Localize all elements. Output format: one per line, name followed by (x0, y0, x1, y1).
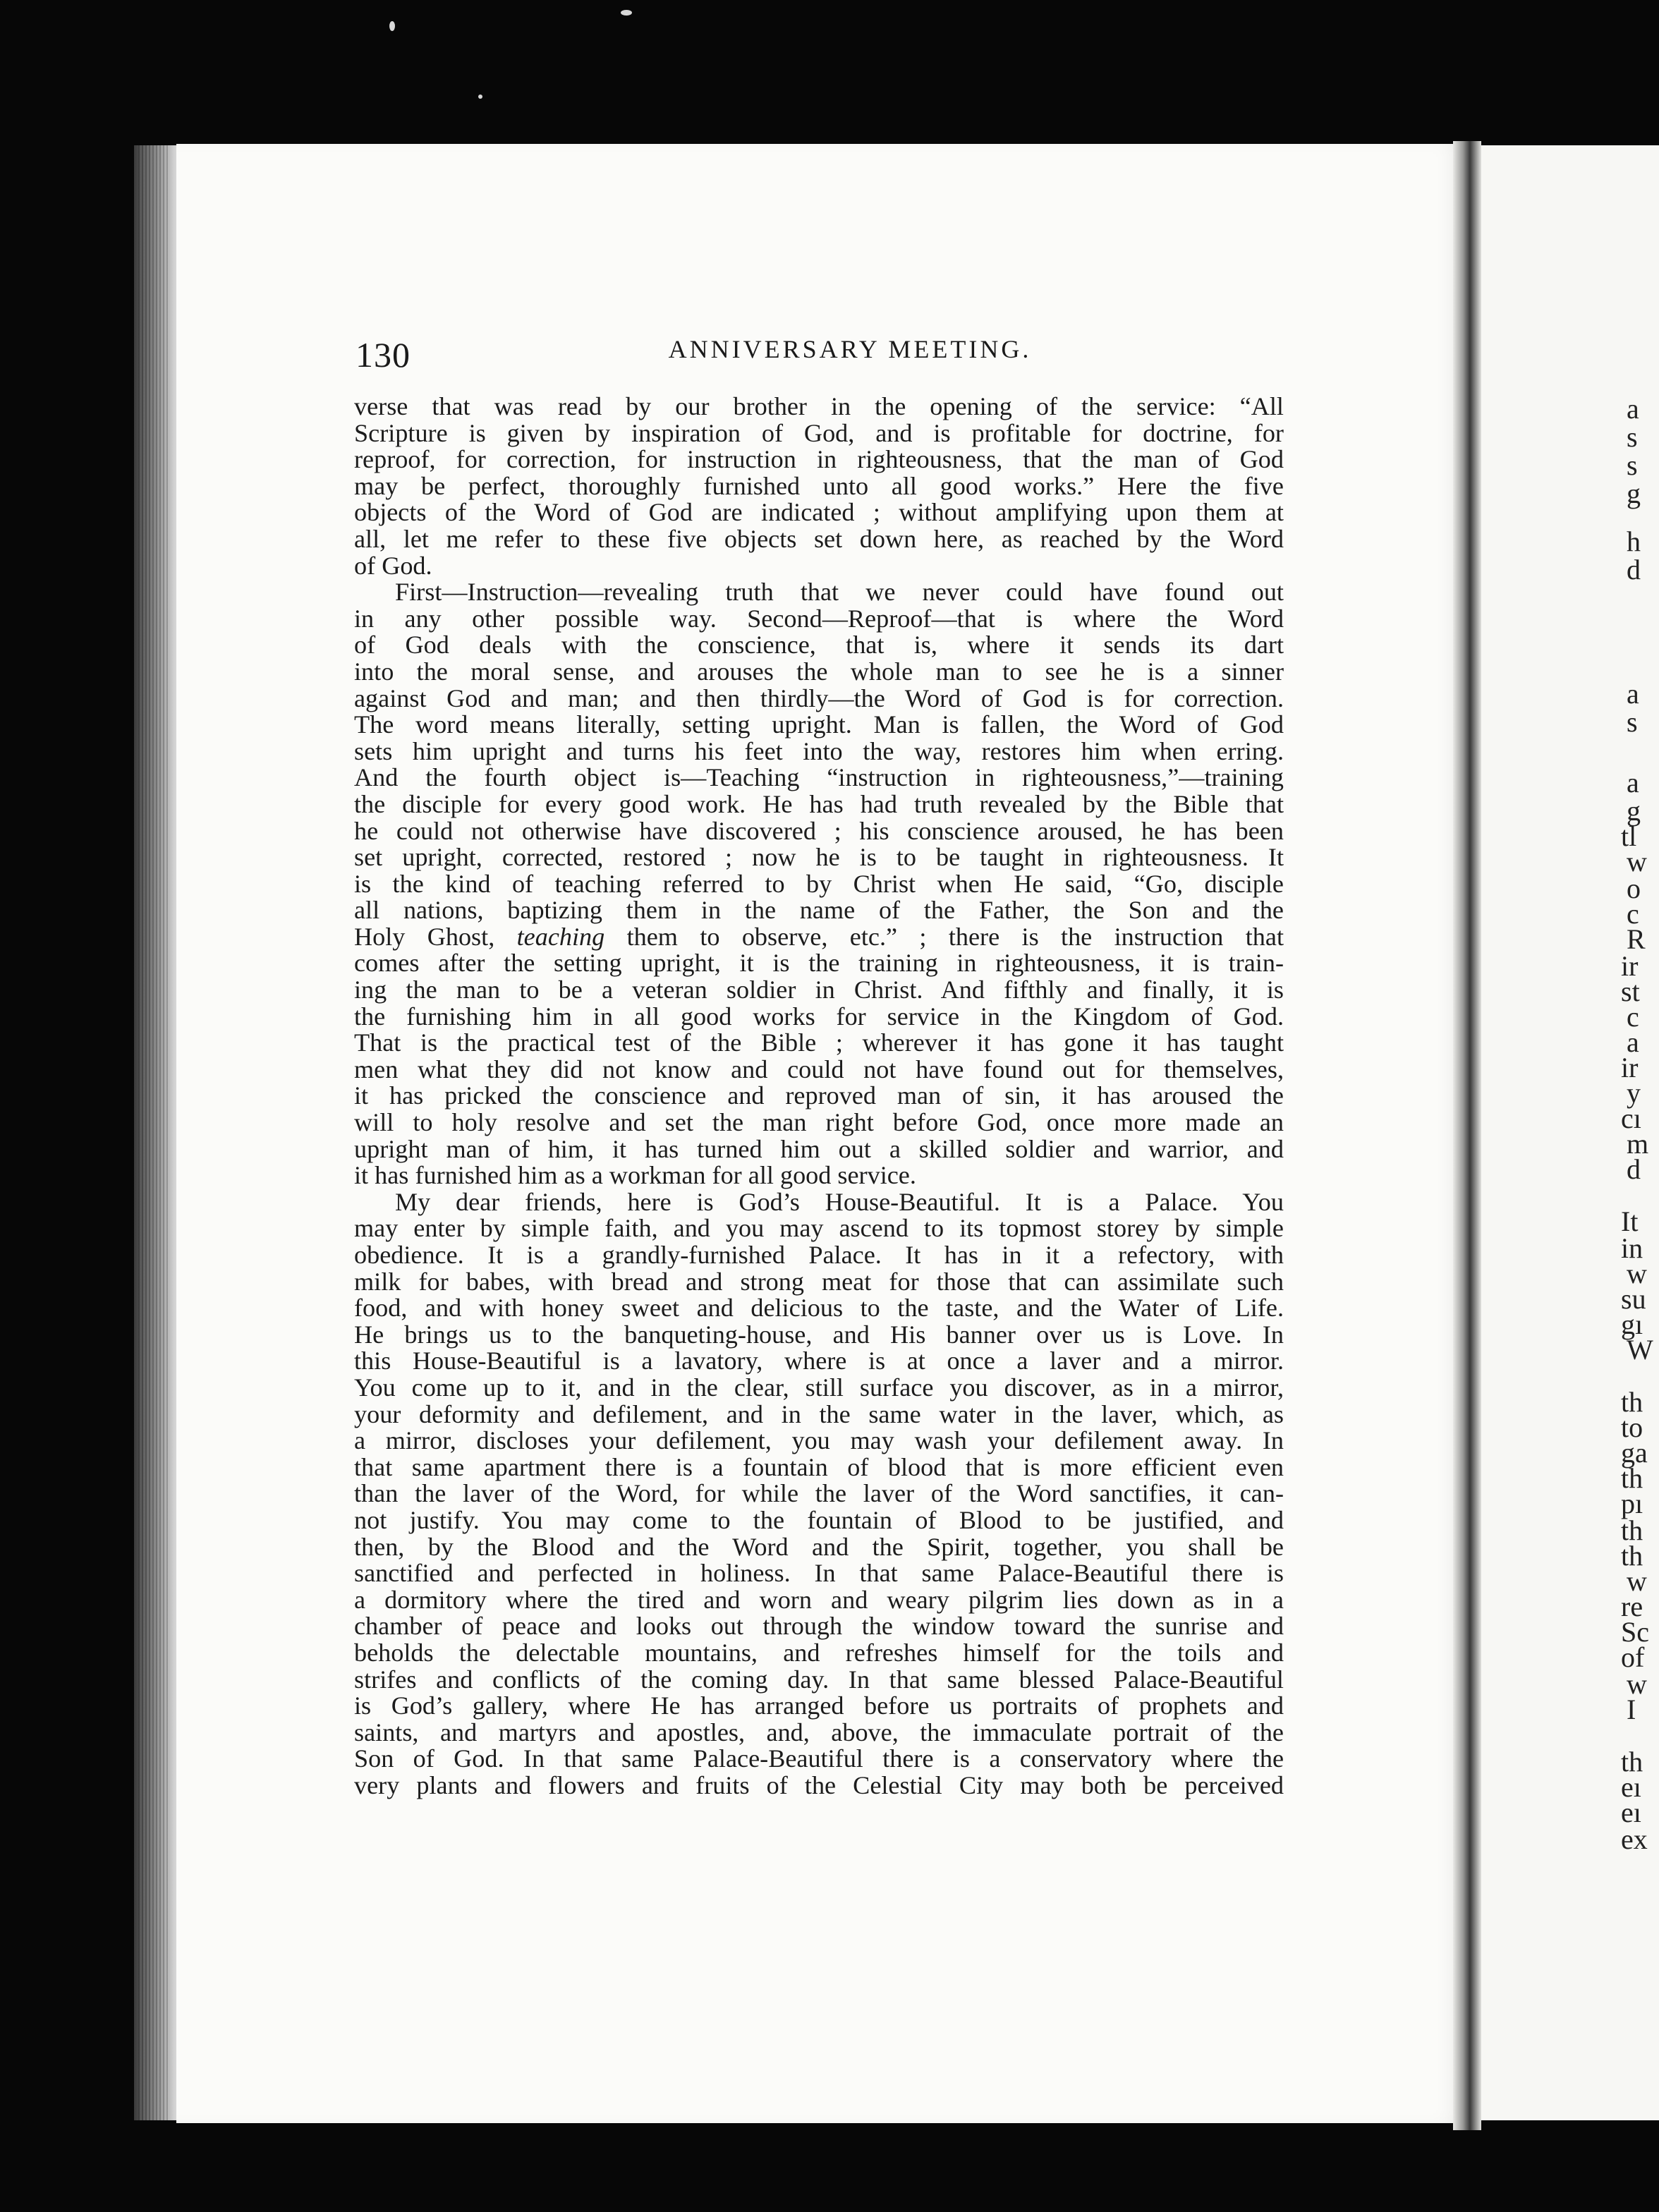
text-line: You come up to it, and in the clear, still surface you discover, as in a mirror, (354, 1373, 1284, 1402)
text-line: reproof, for correction, for instruction in righteousness, that the man of God (354, 445, 1284, 474)
text-line: will to holy resolve and set the man right before God, once more made an (354, 1108, 1284, 1137)
text-line: food, and with honey sweet and delicious to the taste, and the Water of Life. (354, 1294, 1284, 1323)
text-line: First—Instruction—revealing truth that we never could have found out (395, 578, 1284, 607)
text-line: not justify. You may come to the fountain of Blood to be justified, and (354, 1505, 1284, 1534)
adjacent-page-fragment: g (1627, 478, 1641, 509)
text-line: set upright, corrected, restored ; now he is to be taught in righteousness. It (354, 843, 1284, 872)
adjacent-page-fragment: th (1621, 1746, 1643, 1778)
paragraph-3 (354, 1189, 1284, 1799)
running-title: ANNIVERSARY MEETING. (668, 335, 1032, 363)
text-line: sanctified and perfected in holiness. In that same Palace-Beautiful there is (354, 1559, 1284, 1588)
scan-speck (389, 21, 395, 31)
adjacent-page-fragment: st (1621, 976, 1640, 1007)
text-line: may be perfect, thoroughly furnished unto all good works.” Here the five (354, 471, 1284, 500)
text-line: The word means literally, setting upright. Man is fallen, the Word of God (354, 710, 1284, 739)
adjacent-page-fragment: c (1627, 1001, 1639, 1033)
adjacent-page-fragment: th (1621, 1462, 1643, 1494)
adjacent-page-fragment: of (1621, 1641, 1645, 1673)
adjacent-page-fragment: ex (1621, 1823, 1648, 1855)
text-line: sets him upright and turns his feet into the way, restores him when erring. (354, 736, 1284, 765)
adjacent-page-fragment: pı (1621, 1488, 1643, 1519)
adjacent-page-fragment: eı (1621, 1771, 1641, 1803)
adjacent-page-fragment: th (1621, 1540, 1643, 1572)
text-line: the disciple for every good work. He has had truth revealed by the Bible that (354, 789, 1284, 818)
emphasis-teaching: teaching (516, 922, 605, 951)
text-line: Scripture is given by inspiration of God, and is profitable for doctrine, for (354, 418, 1284, 447)
adjacent-page-fragment: R (1627, 923, 1646, 955)
text-line: Son of God. In that same Palace-Beautiful there is a conservatory where the (354, 1744, 1284, 1773)
adjacent-page-fragment: It (1621, 1205, 1639, 1237)
text-line-with-emphasis (354, 924, 1284, 951)
adjacent-page-fragment: s (1627, 421, 1638, 453)
adjacent-page-fragment: m (1627, 1128, 1649, 1160)
adjacent-page-fragment: a (1627, 767, 1639, 798)
adjacent-page-fragment: su (1621, 1283, 1646, 1315)
text-line: ing the man to be a veteran soldier in Christ. And fifthly and finally, it is (354, 976, 1284, 1004)
page-edges (138, 145, 169, 2120)
adjacent-page-fragment: d (1627, 1153, 1641, 1185)
adjacent-page-fragment: gı (1621, 1308, 1643, 1340)
adjacent-page-fragment: g (1627, 795, 1641, 827)
adjacent-page-fragment: w (1627, 1258, 1647, 1289)
adjacent-page-fragment: a (1627, 1026, 1639, 1058)
text-segment: them to observe, etc.” ; there is the instruction that (626, 922, 1284, 951)
page-number: 130 (356, 335, 411, 375)
adjacent-page-fragment: o (1627, 873, 1641, 904)
adjacent-page-fragment: in (1621, 1232, 1643, 1264)
adjacent-page-fragment: s (1627, 449, 1638, 481)
text-line: in any other possible way. Second—Reproof—that is where the Word (354, 604, 1284, 633)
text-line: then, by the Blood and the Word and the Spirit, together, you shall be (354, 1532, 1284, 1561)
adjacent-page-fragment: Sc (1621, 1616, 1649, 1648)
body-text (354, 394, 1284, 1799)
adjacent-page-fragment: a (1627, 393, 1639, 425)
text-segment: Holy Ghost, (354, 922, 517, 951)
text-line: upright man of him, it has turned him out a skilled soldier and warrior, and (354, 1134, 1284, 1163)
paragraph-1 (354, 394, 1284, 579)
text-line: objects of the Word of God are indicated ; without amplifying upon them at (354, 498, 1284, 527)
adjacent-page-fragment: ga (1621, 1437, 1648, 1469)
text-line: obedience. It is a grandly-furnished Palace. It has in it a refectory, with (354, 1241, 1284, 1269)
text-line: it has furnished him as a workman for all good service. (354, 1161, 916, 1190)
text-line: the furnishing him in all good works for service in the Kingdom of God. (354, 1002, 1284, 1031)
text-line: he could not otherwise have discovered ; his conscience aroused, he has been (354, 816, 1284, 845)
text-line: And the fourth object is—Teaching “instruction in righteousness,”—training (354, 763, 1284, 792)
running-head (353, 329, 1284, 375)
adjacent-page-fragment: W (1627, 1334, 1653, 1366)
text-line: milk for babes, with bread and strong meat for those that can assimilate such (354, 1267, 1284, 1296)
text-line: than the laver of the Word, for while the laver of the Word sanctifies, it can- (354, 1479, 1284, 1508)
text-line: He brings us to the banqueting-house, and His banner over us is Love. In (354, 1320, 1284, 1349)
adjacent-page-fragment: re (1621, 1591, 1643, 1622)
text-line: all, let me refer to these five objects set down here, as reached by the Word (354, 524, 1284, 553)
text-line: comes after the setting upright, it is the training in righteousness, it is train- (354, 949, 1284, 978)
text-line: is the kind of teaching referred to by Christ when He said, “Go, disciple (354, 869, 1284, 898)
paragraph-2 (354, 579, 1284, 1189)
text-line: saints, and martyrs and apostles, and, above, the immaculate portrait of the (354, 1718, 1284, 1746)
text-line: That is the practical test of the Bible ; wherever it has gone it has taught (354, 1028, 1284, 1057)
adjacent-page-fragment: w (1627, 846, 1647, 877)
adjacent-page-fragment: cı (1621, 1102, 1641, 1134)
text-line: against God and man; and then thirdly—the Word of God is for correction. (354, 683, 1284, 712)
adjacent-page-fragment: c (1627, 898, 1639, 930)
adjacent-page-fragment: th (1621, 1514, 1643, 1546)
text-line: of God. (354, 551, 432, 580)
adjacent-page-fragment: a (1627, 678, 1639, 710)
adjacent-page-fragment: tl (1621, 820, 1637, 852)
adjacent-page-fragment: to (1621, 1411, 1643, 1443)
adjacent-page-fragment: I (1627, 1694, 1636, 1725)
text-line: beholds the delectable mountains, and refreshes himself for the toils and (354, 1638, 1284, 1667)
scan-speck (621, 10, 632, 16)
text-line: a mirror, discloses your defilement, you may wash your defilement away. In (354, 1426, 1284, 1455)
book-gutter (1453, 141, 1481, 2130)
text-line: verse that was read by our brother in the opening of the service: “All (354, 392, 1284, 420)
text-line: your deformity and defilement, and in the same water in the laver, which, as (354, 1399, 1284, 1428)
text-line: of God deals with the conscience, that is, where it sends its dart (354, 631, 1284, 660)
adjacent-page-fragment: th (1621, 1386, 1643, 1418)
text-line: into the moral sense, and arouses the whole man to see he is a sinner (354, 657, 1284, 686)
text-line: strifes and conflicts of the coming day. In that same blessed Palace-Beautiful (354, 1665, 1284, 1694)
adjacent-page-fragment: h (1627, 525, 1641, 557)
adjacent-page-fragment: w (1627, 1565, 1647, 1597)
text-line: it has pricked the conscience and reproved man of sin, it has aroused the (354, 1081, 1284, 1110)
adjacent-page-fragment: d (1627, 554, 1641, 585)
adjacent-page-fragment: y (1627, 1077, 1641, 1109)
scan-speck (478, 95, 482, 99)
text-line: all nations, baptizing them in the name of the Father, the Son and the (354, 896, 1284, 925)
adjacent-page-fragment: ir (1621, 950, 1639, 982)
text-line: My dear friends, here is God’s House-Beautiful. It is a Palace. You (395, 1187, 1284, 1216)
adjacent-page-fragment: w (1627, 1668, 1647, 1700)
text-line: a dormitory where the tired and worn and weary pilgrim lies down as in a (354, 1585, 1284, 1614)
text-line: may enter by simple faith, and you may ascend to its topmost storey by simple (354, 1214, 1284, 1243)
adjacent-page-fragment: eı (1621, 1797, 1641, 1828)
text-line: very plants and flowers and fruits of the Celestial City may both be perceived (354, 1770, 1284, 1799)
text-line: this House-Beautiful is a lavatory, where is at once a laver and a mirror. (354, 1347, 1284, 1375)
text-line: chamber of peace and looks out through the window toward the sunrise and (354, 1612, 1284, 1641)
text-line: is God’s gallery, where He has arranged before us portraits of prophets and (354, 1691, 1284, 1720)
text-line: that same apartment there is a fountain of blood that is more efficient even (354, 1452, 1284, 1481)
text-line: men what they did not know and could not have found out for themselves, (354, 1055, 1284, 1083)
adjacent-page-fragment: s (1627, 706, 1638, 738)
adjacent-page-fragment: ir (1621, 1052, 1639, 1083)
